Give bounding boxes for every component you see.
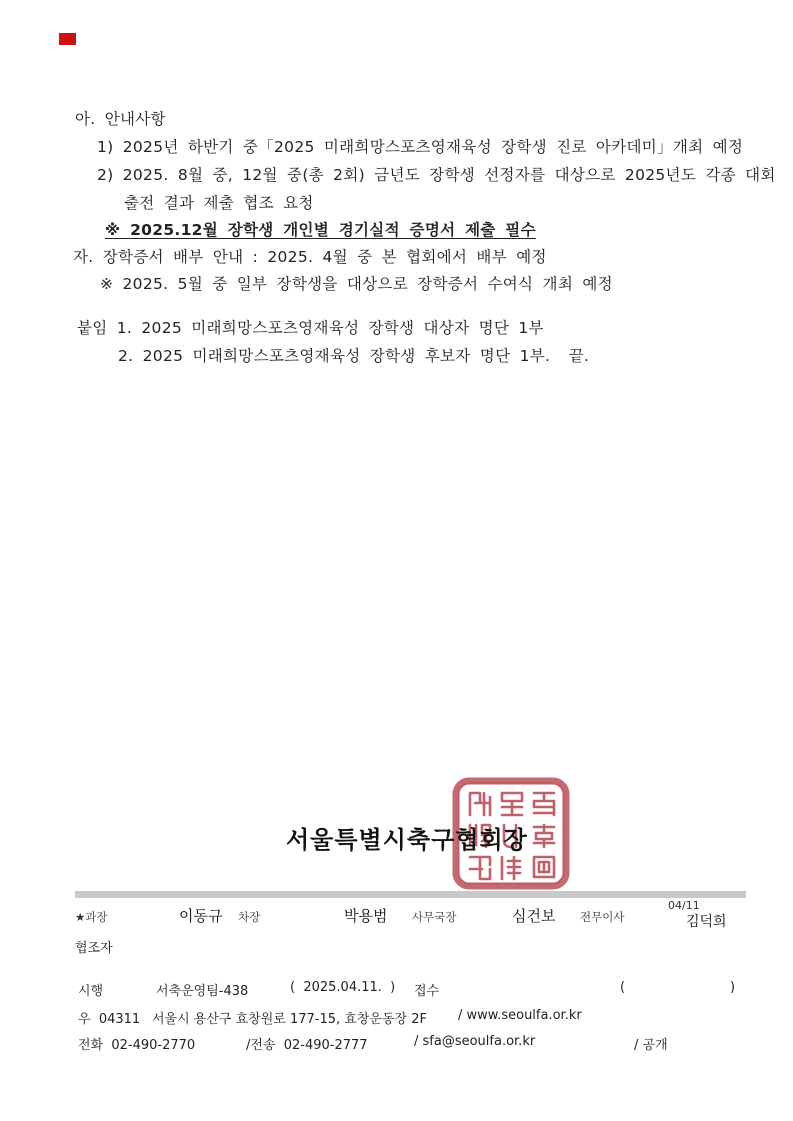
address: 서울시 용산구 효창원로 177-15, 효창운동장 2F bbox=[152, 1012, 427, 1027]
receipt-paren-open: ( bbox=[620, 980, 626, 995]
disclosure: / 공개 bbox=[634, 1038, 668, 1053]
website: / www.seoulfa.or.kr bbox=[458, 1008, 582, 1023]
email: / sfa@seoulfa.or.kr bbox=[414, 1034, 536, 1049]
receipt-paren-close: ) bbox=[730, 980, 736, 995]
receipt-label: 접수 bbox=[414, 984, 440, 999]
approval-name-leedonggyu: 이동규 bbox=[179, 907, 223, 925]
cooperator-label: 협조자 bbox=[75, 941, 113, 956]
approval-role-gwajang: ★과장 bbox=[75, 910, 108, 924]
approval-role-jeonmuisa: 전무이사 bbox=[580, 910, 625, 924]
fax: /전송 02-490-2777 bbox=[246, 1038, 368, 1053]
approval-date: 04/11 bbox=[668, 899, 700, 912]
attachment-line2: 2. 2025 미래희망스포츠영재육성 장학생 후보자 명단 1부. 끝. bbox=[118, 347, 590, 365]
body-item2-line2: 출전 결과 제출 협조 요청 bbox=[124, 194, 314, 212]
attachment-line1: 붙임 1. 2025 미래희망스포츠영재육성 장학생 대상자 명단 1부 bbox=[77, 319, 544, 337]
signature-title: 서울특별시축구협회장 bbox=[286, 826, 528, 854]
approval-name-kimdeokhui: 김덕희 bbox=[686, 914, 727, 930]
approval-name-parkyongbeom: 박용범 bbox=[344, 907, 388, 925]
body-item1: 1) 2025년 하반기 중「2025 미래희망스포츠영재육성 장학생 진로 아카데미」개최 예정 bbox=[97, 138, 744, 156]
body-item2-line1: 2) 2025. 8월 중, 12월 중(총 2회) 금년도 장학생 선정자를 대상으로 2025년도 각종 대회 bbox=[97, 166, 776, 184]
enforce-label: 시행 bbox=[78, 984, 104, 999]
approval-name-simgeonbo: 심건보 bbox=[512, 907, 556, 925]
footer-divider-bar bbox=[75, 891, 746, 898]
body-note2: ※ 2025. 5월 중 일부 장학생을 대상으로 장학증서 수여식 개최 예정 bbox=[100, 275, 613, 293]
approval-role-chajang: 차장 bbox=[238, 910, 261, 924]
body-section-ah: 아. 안내사항 bbox=[75, 110, 166, 128]
phone: 전화 02-490-2770 bbox=[78, 1038, 196, 1053]
body-note-bold: ※ 2025.12월 장학생 개인별 경기실적 증명서 제출 필수 bbox=[105, 221, 536, 239]
red-marker-box bbox=[59, 33, 76, 45]
enforce-date: ( 2025.04.11. ) bbox=[290, 980, 396, 995]
body-section-ja: 자. 장학증서 배부 안내 : 2025. 4월 중 본 협회에서 배부 예정 bbox=[73, 248, 547, 266]
postal-code: 우 04311 bbox=[78, 1012, 141, 1027]
approval-role-samugukjang: 사무국장 bbox=[412, 910, 457, 924]
doc-number: 서축운영팀-438 bbox=[156, 984, 249, 999]
